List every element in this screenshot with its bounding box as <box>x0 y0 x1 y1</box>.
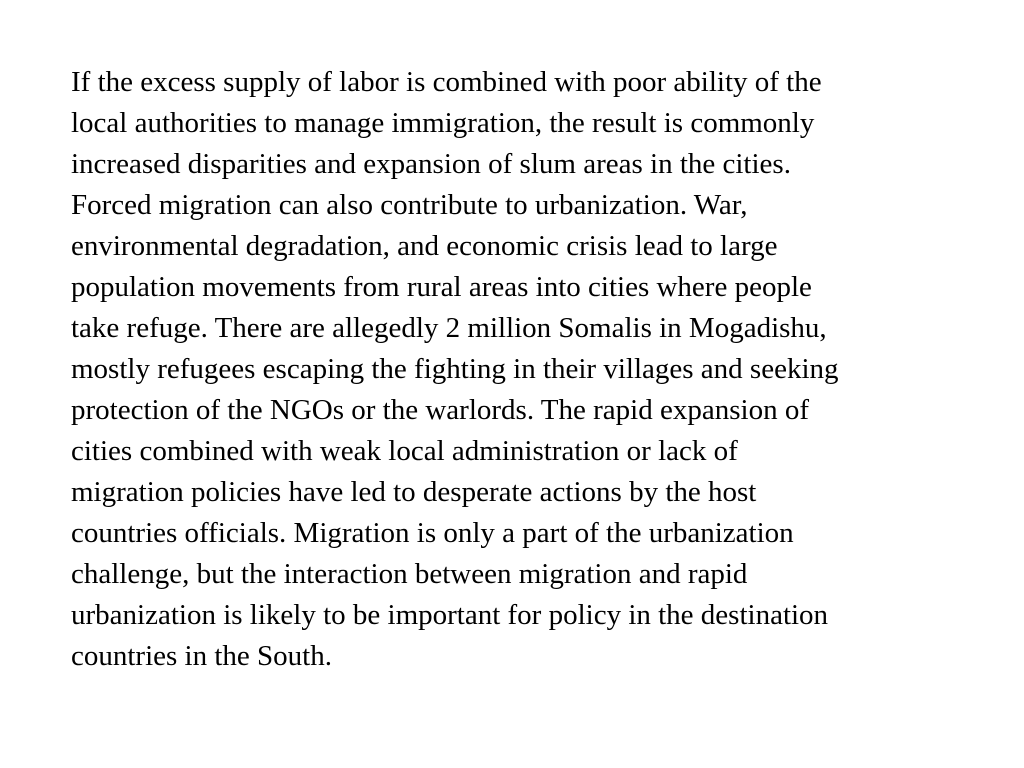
text-line-6: population movements from rural areas into cities where people <box>71 271 812 303</box>
text-line-7: take refuge. There are allegedly 2 million Somalis in Mogadishu, <box>71 312 827 344</box>
text-line-5: environmental degradation, and economic crisis lead to large <box>71 230 778 262</box>
text-line-3: increased disparities and expansion of slum areas in the cities. <box>71 148 791 180</box>
text-line-4: Forced migration can also contribute to urbanization. War, <box>71 189 748 221</box>
text-line-12: countries officials. Migration is only a part of the urbanization <box>71 517 794 549</box>
text-line-2: local authorities to manage immigration, the result is commonly <box>71 107 815 139</box>
body-paragraph <box>71 62 1011 677</box>
text-line-11: migration policies have led to desperate actions by the host <box>71 476 757 508</box>
text-line-8: mostly refugees escaping the fighting in their villages and seeking <box>71 353 839 385</box>
text-line-9: protection of the NGOs or the warlords. The rapid expansion of <box>71 394 809 426</box>
text-line-14: urbanization is likely to be important for policy in the destination <box>71 599 829 631</box>
text-line-15: countries in the South. <box>71 640 332 672</box>
text-line-10: cities combined with weak local administration or lack of <box>71 435 738 467</box>
text-line-13: challenge, but the interaction between migration and rapid <box>71 558 748 590</box>
text-line-1: If the excess supply of labor is combined with poor ability of the <box>71 66 822 98</box>
